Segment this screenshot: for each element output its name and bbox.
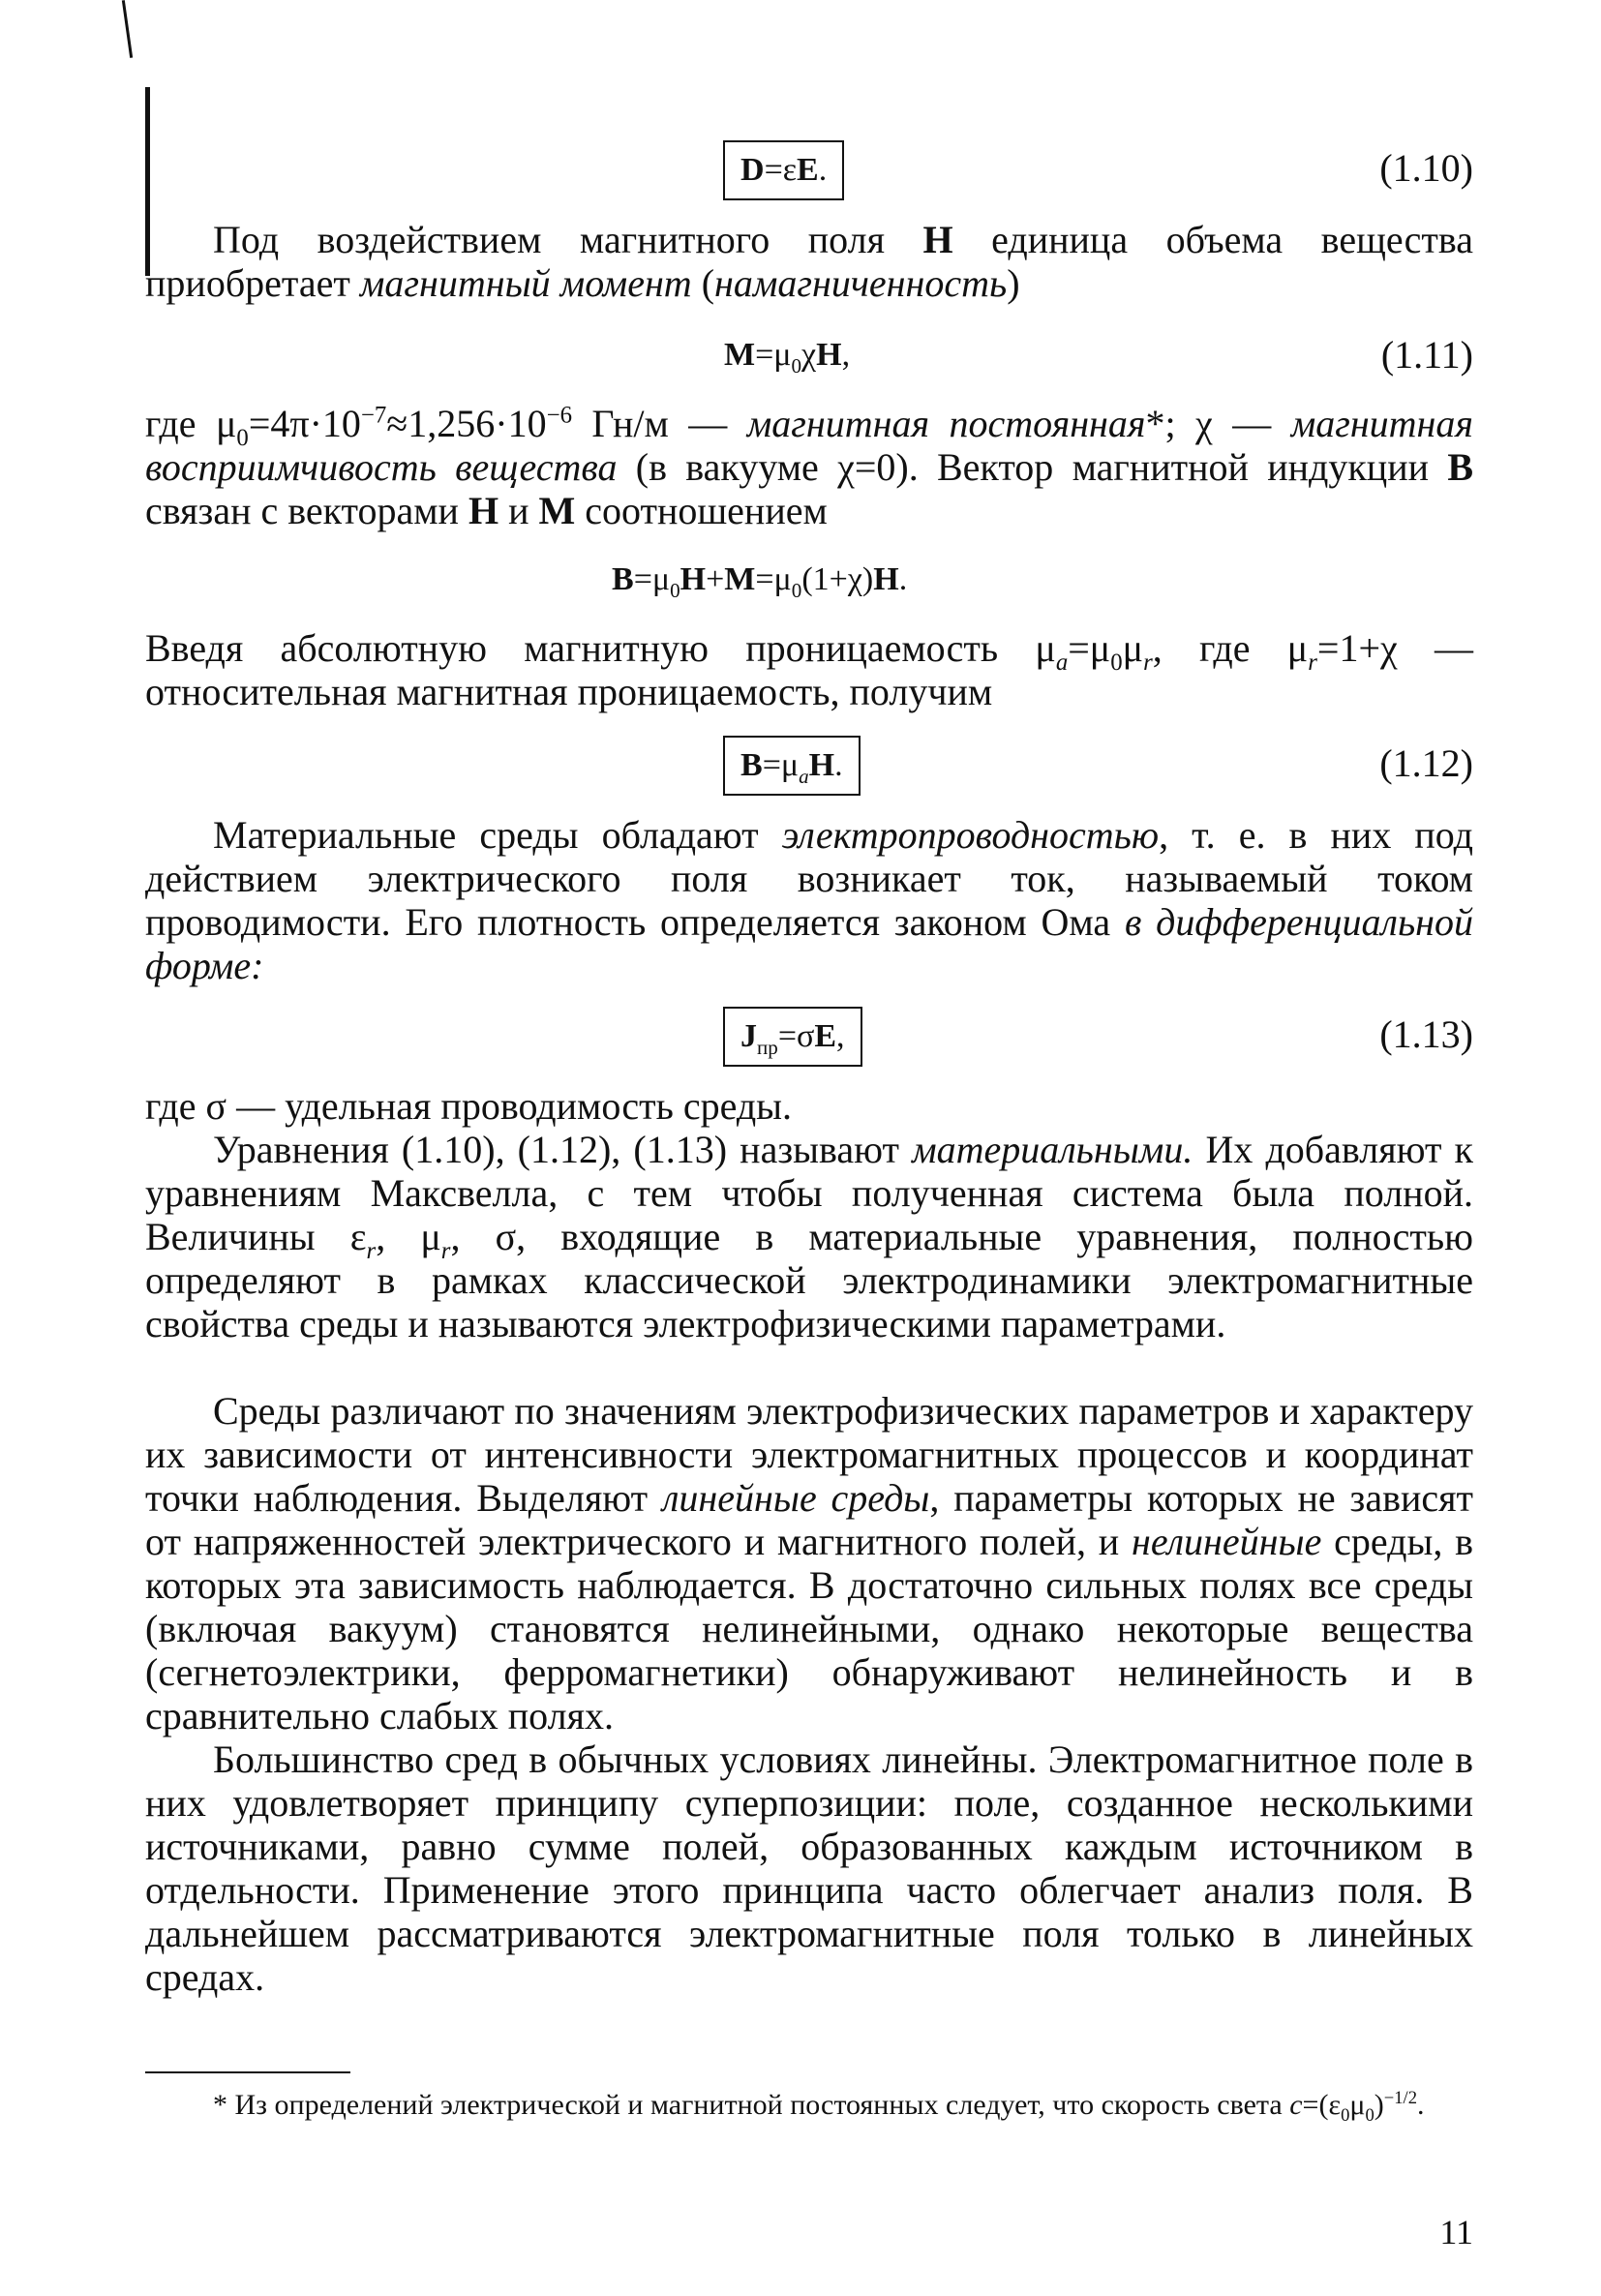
boxed-formula-b-mua-h: $B=\mu_aH$. — [723, 736, 861, 796]
equation-number: (1.10) — [1379, 146, 1473, 190]
equation-1-10 — [145, 140, 1473, 198]
equation-number: (1.11) — [1380, 333, 1473, 377]
paragraph-superposition: Большинство сред в обычных условиях линейны. Электромагнитное поле в них удовлетворяет принципу суперпозиции: поле, созданное несколькими источниками, равно сумме полей, образованных каждым источником в отдельности. Применение этого принципа часто облегчает анализ поля. В дальнейшем рассматриваются электромагнитные поля только в линейных средах. — [145, 1737, 1473, 1999]
paragraph-material-equations: Уравнения (1.10), (1.12), (1.13) называют материальными. Их добавляют к уравнениям Максвелла, с тем чтобы полученная система была полной. Величины $\varepsilon_r$, $\mu_r$, σ, входящие в материальные уравнения, полностью определяют в рамках классической электродинамики электромагнитные свойства среды и называются электрофизическими параметрами. — [145, 1128, 1473, 1345]
paragraph-magnetization: Под воздействием магнитного поля H единица объема вещества приобретает магнитный момент (намагниченность) — [145, 218, 1473, 305]
formula-b-mu0-h-plus-m: $B=\mu_0H+M=\mu_0(1+\chi)H$. — [612, 561, 908, 602]
equation-1-13 — [145, 1007, 1473, 1065]
equation-number: (1.12) — [1379, 741, 1473, 785]
equation-1-11 — [145, 327, 1473, 385]
formula-m-mu0-chi-h: $M=\mu_0\chi H$, — [724, 337, 851, 378]
equation-b-h-m — [145, 552, 1473, 610]
equation-1-12 — [145, 736, 1473, 794]
paragraph-conductivity: Материальные среды обладают электропроводностью, т. е. в них под действием электрического поля возникает ток, называемый током проводимости. Его плотность определяется законом Ома в дифференциальной форме: — [145, 813, 1473, 987]
paragraph-magnetic-constant: где $\mu_0=4\pi\cdot 10^{-7}\approx 1,256\cdot 10^{-6}$ Гн/м — магнитная постоянная*; χ — магнитная восприимчивость вещества (в вакууме χ=0). Вектор магнитной индукции B связан с векторами H и M соотношением — [145, 402, 1473, 532]
equation-number: (1.13) — [1379, 1012, 1473, 1056]
scan-edge-line — [122, 0, 133, 58]
boxed-formula-j-sigma-e: $J_{пр}=\sigma E$, — [723, 1007, 862, 1067]
paragraph-sigma-definition: где σ — удельная проводимость среды. — [145, 1084, 793, 1128]
page-number: 11 — [1439, 2213, 1473, 2251]
paragraph-permeability: Введя абсолютную магнитную проницаемость $\mu_a=\mu_0\mu_r$, где $\mu_r=1+\chi$ — относительная магнитная проницаемость, получим — [145, 626, 1474, 713]
boxed-formula-d-eps-e: D=εE. — [723, 140, 844, 200]
paragraph-linear-nonlinear: Среды различают по значениям электрофизических параметров и характеру их зависимости от интенсивности электромагнитных процессов и координат точки наблюдения. Выделяют линейные среды, параметры которых не зависят от напряженностей электрического и магнитного полей, и нелинейные среды, в которых эта зависимость наблюдается. В достаточно сильных полях все среды (включая вакуум) становятся нелинейными, однако некоторые вещества (сегнетоэлектрики, ферромагнетики) обнаруживают нелинейность и в сравнительно слабых полях. — [145, 1389, 1474, 1737]
footnote-separator — [145, 2071, 350, 2073]
footnote: * Из определений электрической и магнитной постоянных следует, что скорость света $c=(\varepsilon_0\mu_0)^{-1/2}$. — [213, 2088, 1425, 2126]
